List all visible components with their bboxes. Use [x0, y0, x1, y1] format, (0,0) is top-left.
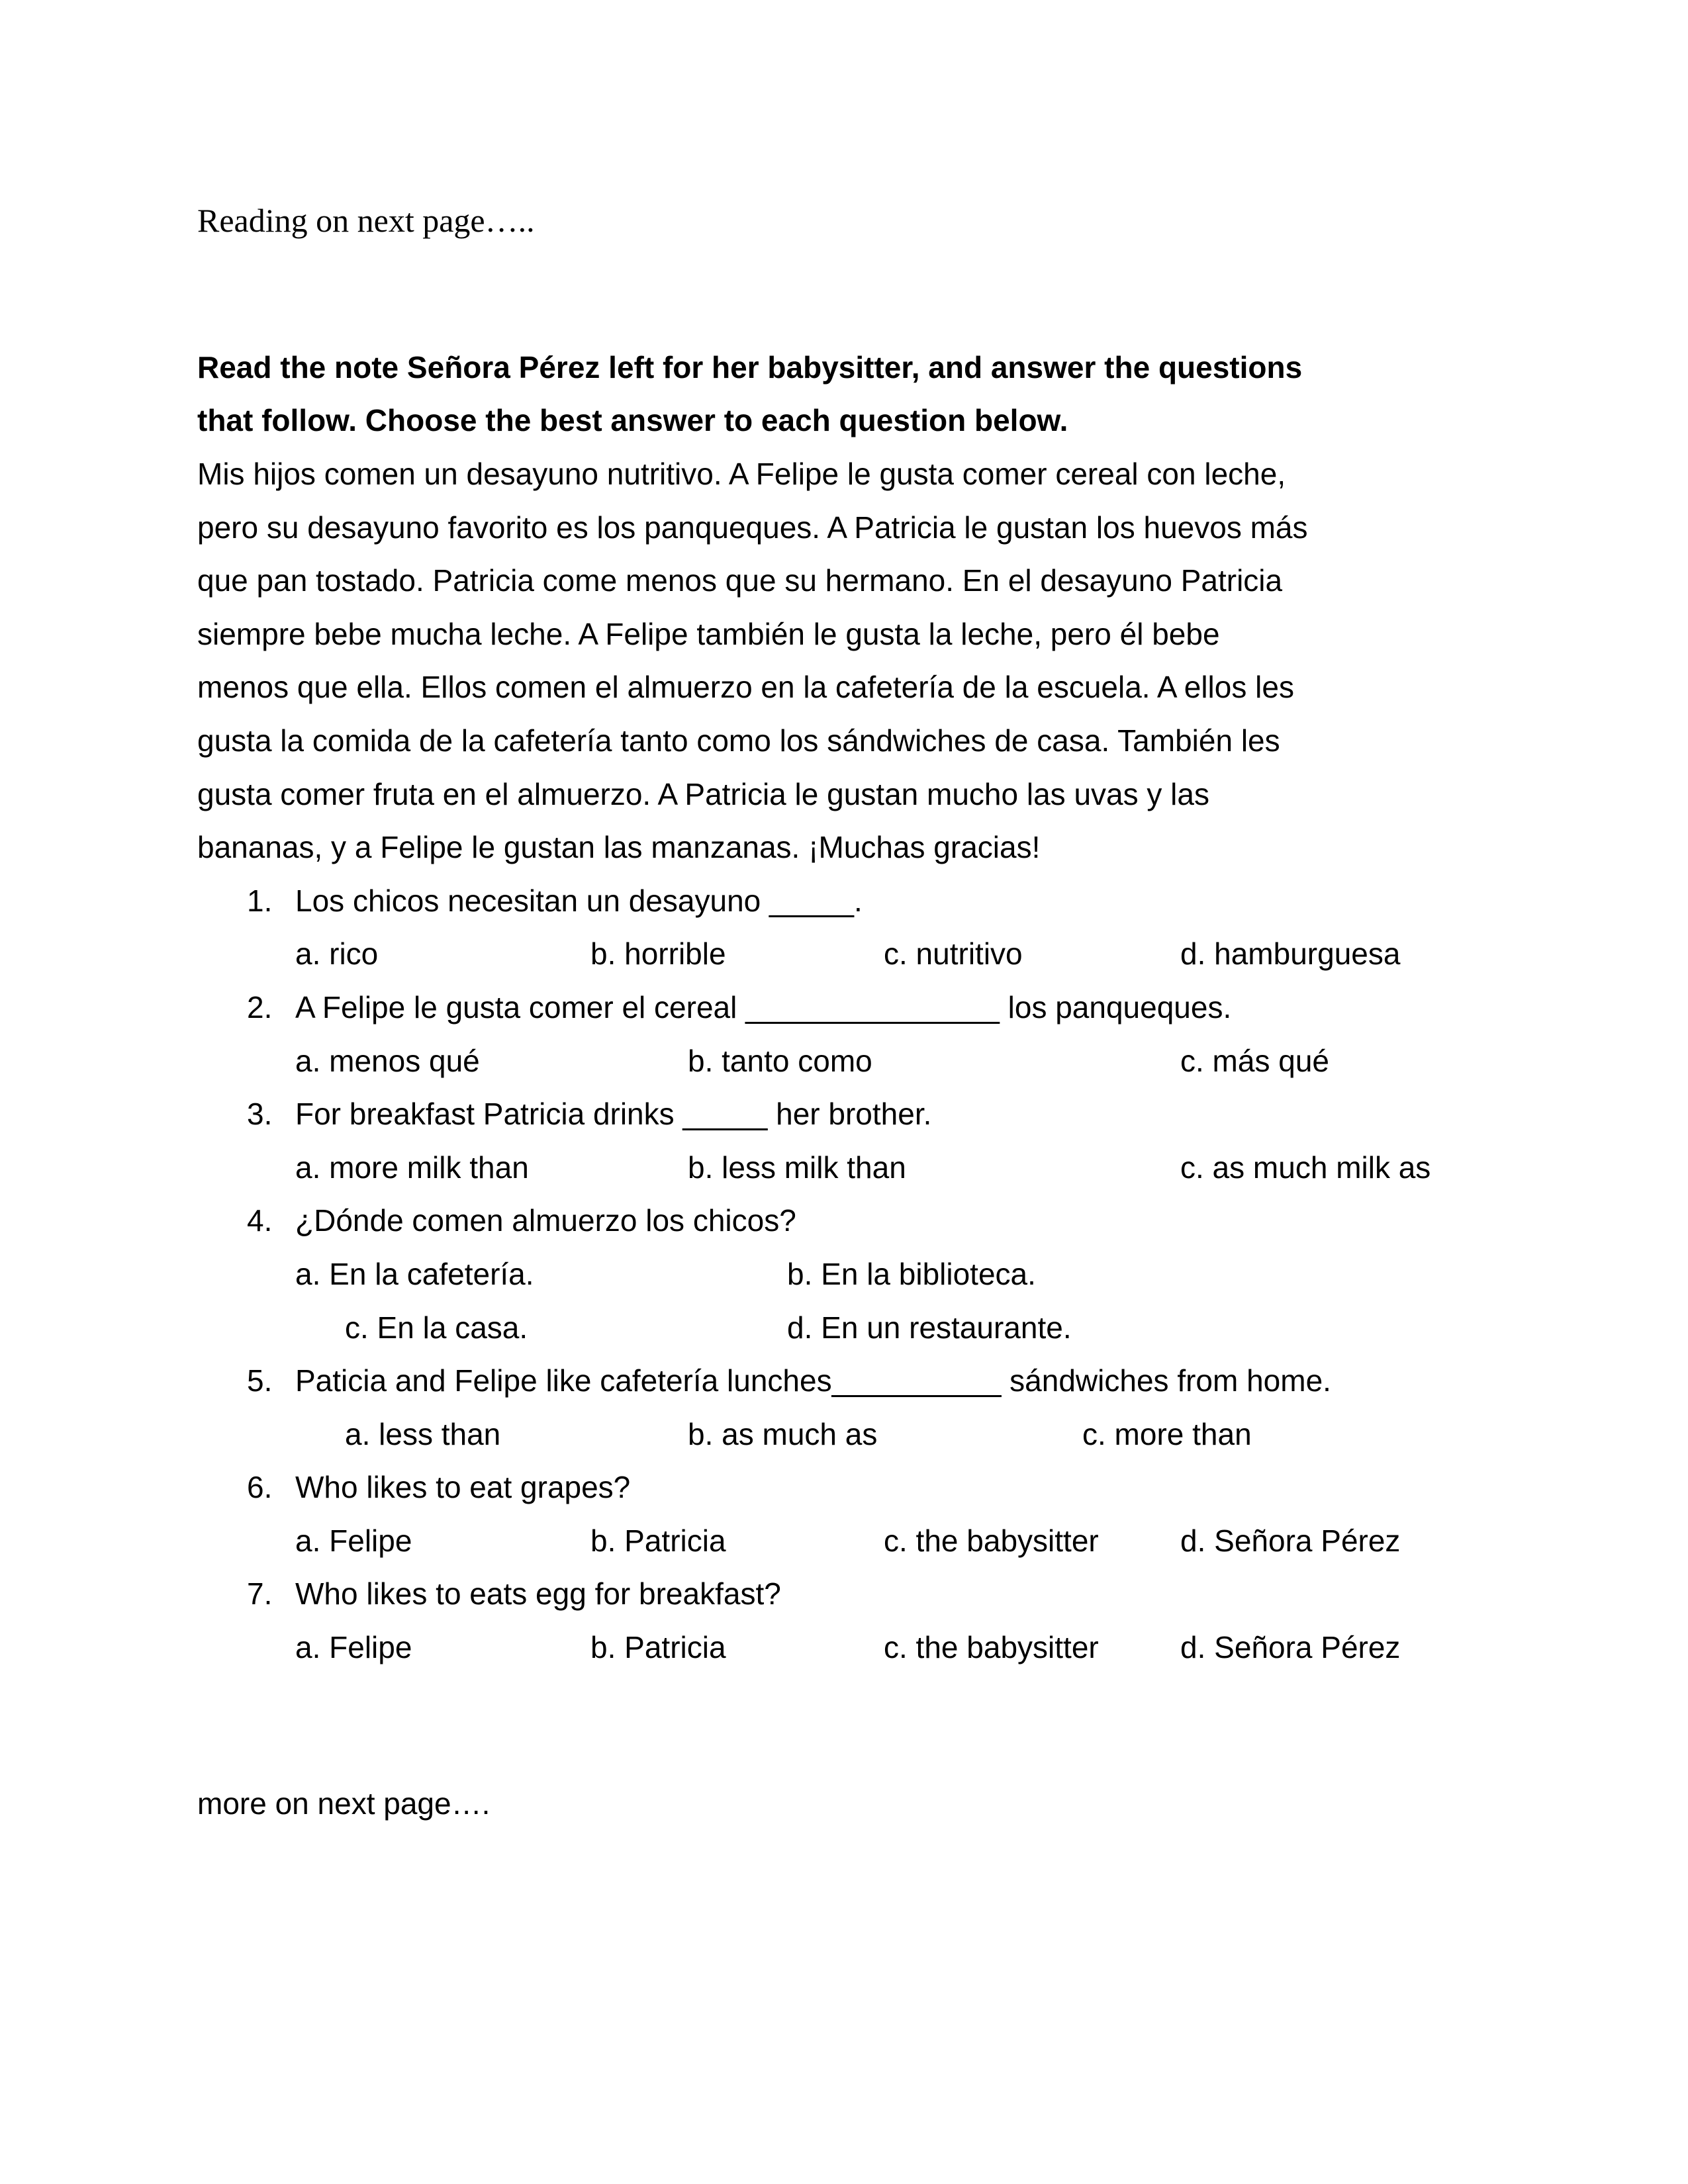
instructions-line: Read the note Señora Pérez left for her babysitter, and answer the questions	[197, 350, 1303, 385]
question-number: 1.	[247, 884, 273, 918]
question-number: 3.	[247, 1097, 273, 1131]
question-number: 5.	[247, 1363, 273, 1398]
answer-option: a. En la cafetería.	[295, 1257, 534, 1291]
passage-line: menos que ella. Ellos comen el almuerzo en la cafetería de la escuela. A ellos les	[197, 670, 1294, 704]
question-number: 4.	[247, 1203, 273, 1238]
answer-option: a. less than	[345, 1417, 501, 1451]
answer-option: a. Felipe	[295, 1524, 412, 1558]
question-text: Who likes to eats egg for breakfast?	[295, 1576, 781, 1611]
question-number: 6.	[247, 1470, 273, 1504]
answer-option: c. En la casa.	[345, 1310, 528, 1345]
answer-option: c. the babysitter	[884, 1524, 1099, 1558]
passage-line: gusta comer fruta en el almuerzo. A Patricia le gustan mucho las uvas y las	[197, 777, 1209, 811]
answer-option: c. the babysitter	[884, 1630, 1099, 1664]
question-text: For breakfast Patricia drinks _____ her brother.	[295, 1097, 932, 1131]
answer-option: b. En la biblioteca.	[787, 1257, 1036, 1291]
passage-line: pero su desayuno favorito es los panqueques. A Patricia le gustan los huevos más	[197, 510, 1308, 545]
header-note: Reading on next page…..	[197, 202, 535, 239]
answer-option: c. nutritivo	[884, 936, 1023, 971]
passage-line: bananas, y a Felipe le gustan las manzanas. ¡Muchas gracias!	[197, 830, 1041, 864]
answer-option: c. as much milk as	[1180, 1150, 1431, 1185]
answer-option: c. more than	[1082, 1417, 1252, 1451]
answer-option: d. Señora Pérez	[1180, 1630, 1401, 1664]
answer-option: a. menos qué	[295, 1044, 480, 1078]
question-number: 7.	[247, 1576, 273, 1611]
passage-line: gusta la comida de la cafetería tanto como los sándwiches de casa. También les	[197, 723, 1280, 758]
instructions-line: that follow. Choose the best answer to each question below.	[197, 403, 1068, 437]
answer-option: b. tanto como	[688, 1044, 872, 1078]
question-text: Who likes to eat grapes?	[295, 1470, 631, 1504]
footer-note: more on next page….	[197, 1786, 491, 1821]
question-text: Los chicos necesitan un desayuno _____.	[295, 884, 863, 918]
answer-option: b. horrible	[590, 936, 726, 971]
answer-option: b. Patricia	[590, 1524, 726, 1558]
answer-option: b. less milk than	[688, 1150, 906, 1185]
question-number: 2.	[247, 990, 273, 1024]
passage-line: Mis hijos comen un desayuno nutritivo. A Felipe le gusta comer cereal con leche,	[197, 457, 1286, 491]
answer-option: d. Señora Pérez	[1180, 1524, 1401, 1558]
answer-option: c. más qué	[1180, 1044, 1329, 1078]
answer-option: a. Felipe	[295, 1630, 412, 1664]
answer-option: b. as much as	[688, 1417, 878, 1451]
answer-option: a. more milk than	[295, 1150, 529, 1185]
answer-option: b. Patricia	[590, 1630, 726, 1664]
answer-option: d. En un restaurante.	[787, 1310, 1072, 1345]
question-text: ¿Dónde comen almuerzo los chicos?	[295, 1203, 796, 1238]
question-text: Paticia and Felipe like cafetería lunches__________ sándwiches from home.	[295, 1363, 1331, 1398]
answer-option: d. hamburguesa	[1180, 936, 1401, 971]
answer-option: a. rico	[295, 936, 379, 971]
passage-line: siempre bebe mucha leche. A Felipe también le gusta la leche, pero él bebe	[197, 617, 1220, 651]
passage-line: que pan tostado. Patricia come menos que su hermano. En el desayuno Patricia	[197, 563, 1283, 598]
question-text: A Felipe le gusta comer el cereal _______________ los panqueques.	[295, 990, 1232, 1024]
